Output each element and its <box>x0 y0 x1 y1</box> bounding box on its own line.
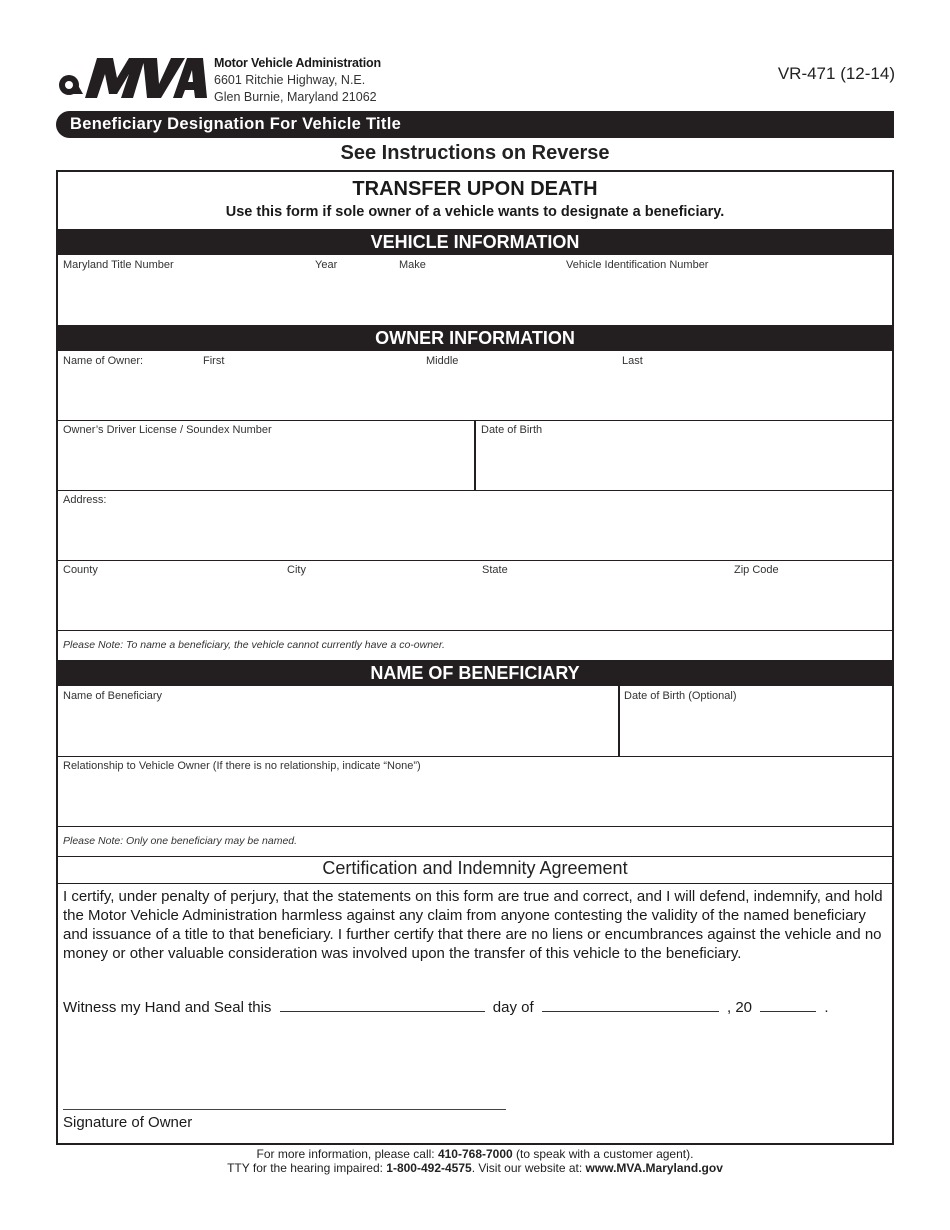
footer-tty-text: TTY for the hearing impaired: <box>227 1161 387 1175</box>
witness-year-prefix: , 20 <box>727 999 753 1016</box>
witness-prefix: Witness my Hand and Seal this <box>63 999 272 1016</box>
witness-line <box>63 999 829 1016</box>
owner-section-header: OWNER INFORMATION <box>58 325 892 351</box>
signature-label: Signature of Owner <box>63 1114 193 1131</box>
beneficiary-name-label: Name of Beneficiary <box>63 690 163 702</box>
divider <box>58 826 892 827</box>
owner-first-label: First <box>203 355 225 367</box>
footer-website-link[interactable]: www.MVA.Maryland.gov <box>585 1161 723 1175</box>
mva-logo <box>55 54 210 100</box>
footer-line1 <box>0 1147 950 1161</box>
owner-dob-label: Date of Birth <box>481 424 543 436</box>
certification-text: I certify, under penalty of perjury, that the statements on this form are true and correct, and I will defend, indemnify, and hold the Motor Vehicle Administration harmless against any claim from anyone contesting the validity of the named beneficiary and issuance of a title to that beneficiary. I further certify that there are no liens or encumbrances against the vehicle and no money or other valuable consideration was involved upon the transfer of this vehicle to the beneficiary. <box>63 888 883 962</box>
witness-day-of: day of <box>492 999 534 1016</box>
footer-line2 <box>0 1161 950 1175</box>
divider <box>58 883 892 884</box>
vin-label: Vehicle Identification Number <box>566 259 709 271</box>
year-blank[interactable] <box>760 1010 816 1012</box>
footer-call-text: For more information, please call: <box>256 1147 438 1161</box>
certification-title: Certification and Indemnity Agreement <box>322 858 628 878</box>
form-body <box>56 170 894 1145</box>
one-beneficiary-note: Please Note: Only one beneficiary may be named. <box>63 835 298 847</box>
footer-phone: 410-768-7000 <box>437 1147 513 1161</box>
divider <box>58 560 892 561</box>
agency-address-line2: Glen Burnie, Maryland 21062 <box>214 90 377 104</box>
agency-name: Motor Vehicle Administration <box>214 56 381 70</box>
beneficiary-dob-label: Date of Birth (Optional) <box>624 690 737 702</box>
form-title: TRANSFER UPON DEATH <box>352 178 598 200</box>
form-banner-title: Beneficiary Designation For Vehicle Title <box>56 111 894 138</box>
footer <box>0 1147 950 1175</box>
column-divider <box>618 686 620 756</box>
month-blank[interactable] <box>542 1010 719 1012</box>
instructions-subtitle: See Instructions on Reverse <box>340 142 610 164</box>
day-blank[interactable] <box>280 1010 485 1012</box>
zip-code-label: Zip Code <box>734 564 779 576</box>
county-label: County <box>63 564 98 576</box>
form-description: Use this form if sole owner of a vehicle wants to designate a beneficiary. <box>225 204 725 220</box>
co-owner-note: Please Note: To name a beneficiary, the vehicle cannot currently have a co-owner. <box>63 639 445 651</box>
column-divider <box>474 420 476 490</box>
beneficiary-section-header: NAME OF BENEFICIARY <box>58 660 892 686</box>
make-label: Make <box>399 259 426 271</box>
form-number: VR-471 (12-14) <box>777 64 895 83</box>
owner-name-label: Name of Owner: <box>63 355 144 367</box>
owner-middle-label: Middle <box>426 355 459 367</box>
footer-agent-text: (to speak with a customer agent). <box>512 1147 694 1161</box>
vehicle-section-header: VEHICLE INFORMATION <box>58 229 892 255</box>
year-label: Year <box>315 259 338 271</box>
witness-end: . <box>824 999 829 1016</box>
divider <box>58 630 892 631</box>
divider <box>58 490 892 491</box>
agency-address-line1: 6601 Ritchie Highway, N.E. <box>214 73 366 87</box>
footer-website-text: . Visit our website at: <box>471 1161 586 1175</box>
footer-tty-number: 1-800-492-4575 <box>386 1161 472 1175</box>
divider <box>58 856 892 857</box>
city-label: City <box>287 564 306 576</box>
owner-license-label: Owner’s Driver License / Soundex Number <box>63 424 272 436</box>
relationship-label: Relationship to Vehicle Owner (If there is no relationship, indicate “None”) <box>63 760 421 772</box>
title-number-label: Maryland Title Number <box>63 259 174 271</box>
state-label: State <box>482 564 508 576</box>
owner-address-label: Address: <box>63 494 107 506</box>
agency-info <box>214 55 381 106</box>
divider <box>58 756 892 757</box>
owner-last-label: Last <box>622 355 643 367</box>
signature-line[interactable] <box>63 1109 506 1110</box>
